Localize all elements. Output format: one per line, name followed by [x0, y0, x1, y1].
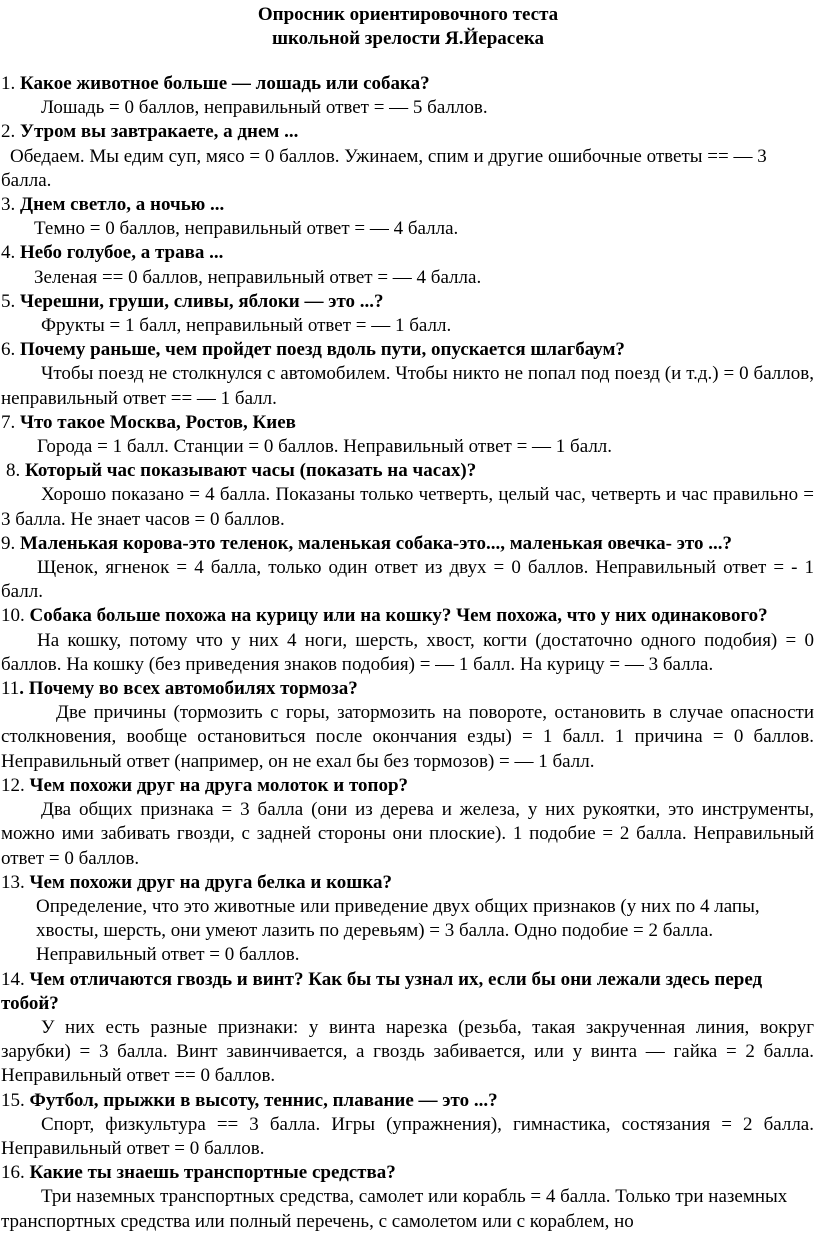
answer-16: Три наземных транспортных средства, самолет или корабль = 4 балла. Только три наземных транспортных средства или полный перечень, с самолетом или с кораблем, но	[1, 1186, 788, 1232]
answer-8: Хорошо показано = 4 балла. Показаны только четверть, целый час, четверть и час правильно = 3 балла. Не знает часов = 0 баллов.	[1, 484, 814, 530]
answer-11: Две причины (тормозить с горы, затормозить на повороте, остановить в случае опасности столкновения, вообще остановиться после окончания езды) = 1 балл. 1 причина = 0 баллов. Неправильный ответ (например, он не ехал бы без тормозов) = — 1 балл.	[1, 702, 814, 772]
question-15: 15. Футбол, прыжки в высоту, теннис, плавание — это ...?	[1, 1089, 498, 1111]
answer-5: Фрукты = 1 балл, неправильный ответ = — 1 балл.	[41, 315, 452, 337]
answer-3: Темно = 0 баллов, неправильный ответ = — 4 балла.	[34, 218, 459, 240]
question-8: 8. Который час показывают часы (показать на часах)?	[6, 460, 477, 482]
question-5: 5. Черешни, груши, сливы, яблоки — это ...?	[1, 290, 384, 312]
title-line-1: Опросник ориентировочного теста	[257, 4, 559, 25]
answer-10: На кошку, потому что у них 4 ноги, шерсть, хвост, когти (достаточно одного подобия) = 0 баллов. На кошку (без приведения знаков подобия) = — 1 балл. На курицу = — 3 балла.	[1, 629, 814, 675]
answer-1: Лошадь = 0 баллов, неправильный ответ = — 5 баллов.	[41, 97, 488, 119]
answer-2: Обедаем. Мы едим суп, мясо = 0 баллов. Ужинаем, спим и другие ошибочные ответы == — 3 балла.	[1, 145, 767, 191]
answer-15: Спорт, физкультура == 3 балла. Игры (упражнения), гимнастика, состязания = 2 балла. Неправильный ответ = 0 баллов.	[1, 1113, 814, 1159]
question-6: 6. Почему раньше, чем пройдет поезд вдоль пути, опускается шлагбаум?	[1, 339, 625, 361]
questionnaire-list	[1, 72, 814, 1234]
answer-7: Города = 1 балл. Станции = 0 баллов. Неправильный ответ = — 1 балл.	[37, 436, 613, 458]
question-9: 9. Маленькая корова-это теленок, маленькая собака-это..., маленькая овечка- это ...?	[1, 532, 733, 554]
question-11: 11. Почему во всех автомобилях тормоза?	[1, 678, 358, 700]
title-line-2: школьной зрелости Я.Йерасека	[271, 28, 545, 49]
answer-4: Зеленая == 0 баллов, неправильный ответ = — 4 балла.	[34, 266, 482, 288]
question-14: 14. Чем отличаются гвоздь и винт? Как бы ты узнал их, если бы они лежали здесь перед тобой?	[1, 968, 763, 1014]
question-12: 12. Чем похожи друг на друга молоток и топор?	[1, 774, 409, 796]
question-16: 16. Какие ты знаешь транспортные средства?	[1, 1162, 396, 1184]
question-10: 10. Собака больше похожа на курицу или на кошку? Чем похожа, что у них одинакового?	[1, 605, 768, 627]
answer-6: Чтобы поезд не столкнулся с автомобилем. Чтобы никто не попал под поезд (и т.д.) = 0 баллов, неправильный ответ == — 1 балл.	[1, 363, 814, 409]
answer-9: Щенок, ягненок = 4 балла, только один ответ из двух = 0 баллов. Неправильный ответ = - 1 балл.	[1, 557, 814, 603]
question-7: 7. Что такое Москва, Ростов, Киев	[1, 411, 296, 433]
question-1: 1. Какое животное больше — лошадь или собака?	[1, 73, 430, 94]
answer-13: Определение, что это животные или приведение двух общих признаков (у них по 4 лапы, хвосты, шерсть, они умеют лазить по деревьям) = 3 балла. Одно подобие = 2 балла. Неправильный ответ = 0 баллов.	[36, 895, 760, 966]
answer-12: Два общих признака = 3 балла (они из дерева и железа, у них рукоятки, это инструменты, можно ими забивать гвозди, с задней стороны они плоские). 1 подобие = 2 балла. Неправильный ответ = 0 баллов.	[1, 799, 814, 869]
answer-14: У них есть разные признаки: у винта нарезка (резьба, такая закрученная линия, вокруг зарубки) = 3 балла. Винт завинчивается, а гвоздь забивается, или у винта — гайка = 2 балла. Неправильный ответ == 0 баллов.	[1, 1016, 814, 1087]
question-3: 3. Днем светло, а ночью ...	[1, 194, 225, 216]
question-4: 4. Небо голубое, а трава ...	[1, 242, 224, 264]
question-2: 2. Утром вы завтракаете, а днем ...	[1, 121, 299, 143]
question-13: 13. Чем похожи друг на друга белка и кошка?	[1, 871, 392, 893]
document-title	[0, 3, 816, 51]
